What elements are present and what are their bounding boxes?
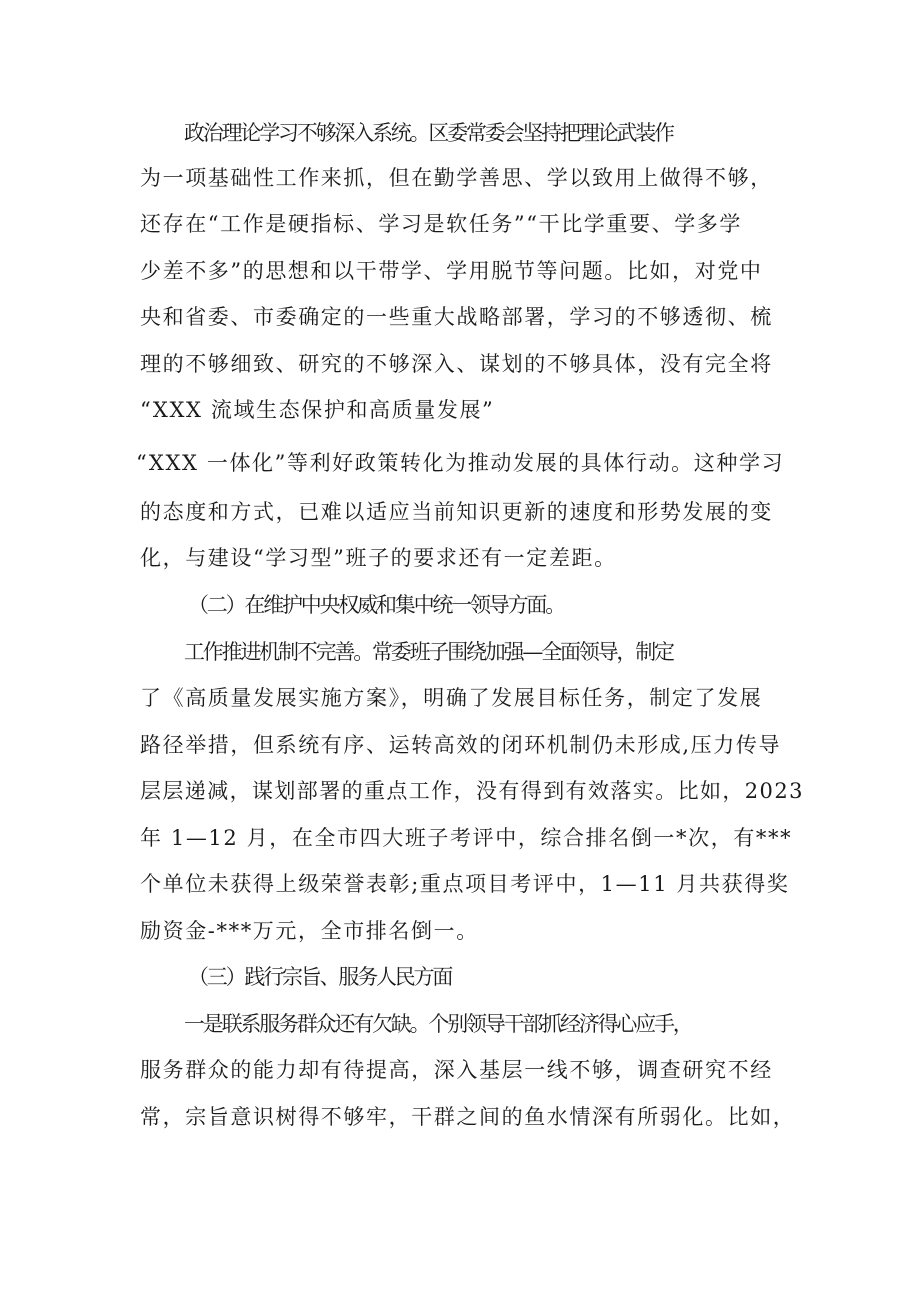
paragraph-line: “XXX 流域生态保护和高质量发展”	[140, 398, 495, 422]
paragraph-line: 央和省委、市委确定的一些重大战略部署，学习的不够透彻、梳	[140, 305, 773, 329]
paragraph-line: 理的不够细致、研究的不够深入、谋划的不够具体，没有完全将	[140, 352, 773, 376]
paragraph-line: 一是联系服务群众还有欠缺。个别领导干部抓经济得心应手，	[184, 1012, 692, 1036]
section-heading: （三）践行宗旨、服务人民方面	[188, 965, 452, 989]
section-heading: （二）在维护中央权威和集中统一领导方面。	[188, 593, 564, 617]
paragraph-line: 了《高质量发展实施方案》，明确了发展目标任务，制定了发展	[140, 686, 763, 710]
paragraph-line: 层层递减，谋划部署的重点工作，没有得到有效落实。比如，2023	[140, 779, 804, 803]
paragraph-line: “XXX 一体化”等利好政策转化为推动发展的具体行动。这种学习	[136, 451, 785, 475]
paragraph-line: 为一项基础性工作来抓，但在勤学善思、学以致用上做得不够，	[140, 166, 773, 190]
paragraph-line: 还存在“工作是硬指标、学习是软任务”“干比学重要、学多学	[140, 212, 743, 236]
paragraph-line: 路径举措，但系统有序、运转高效的闭环机制仍未形成,压力传导	[140, 733, 782, 757]
paragraph-line: 政治理论学习不够深入系统。区委常委会坚持把理论武装作	[184, 121, 673, 145]
paragraph-line: 少差不多”的思想和以干带学、学用脱节等问题。比如，对党中	[140, 259, 763, 283]
paragraph-line: 年 1—12 月，在全市四大班子考评中，综合排名倒一*次，有***	[140, 826, 793, 850]
paragraph-line: 励资金-***万元，全市排名倒一。	[140, 919, 479, 943]
paragraph-line: 个单位未获得上级荣誉表彰;重点项目考评中，1—11 月共获得奖	[140, 872, 790, 896]
paragraph-line: 工作推进机制不完善。常委班子围绕加强—全面领导，制定	[184, 640, 673, 664]
paragraph-line: 化，与建设“学习型”班子的要求还有一定差距。	[140, 546, 617, 570]
paragraph-line: 的态度和方式，已难以适应当前知识更新的速度和形势发展的变	[140, 500, 773, 524]
paragraph-line: 服务群众的能力却有待提高，深入基层一线不够，调查研究不经	[140, 1058, 773, 1082]
paragraph-line: 常，宗旨意识树得不够牢，干群之间的鱼水情深有所弱化。比如，	[140, 1105, 796, 1129]
